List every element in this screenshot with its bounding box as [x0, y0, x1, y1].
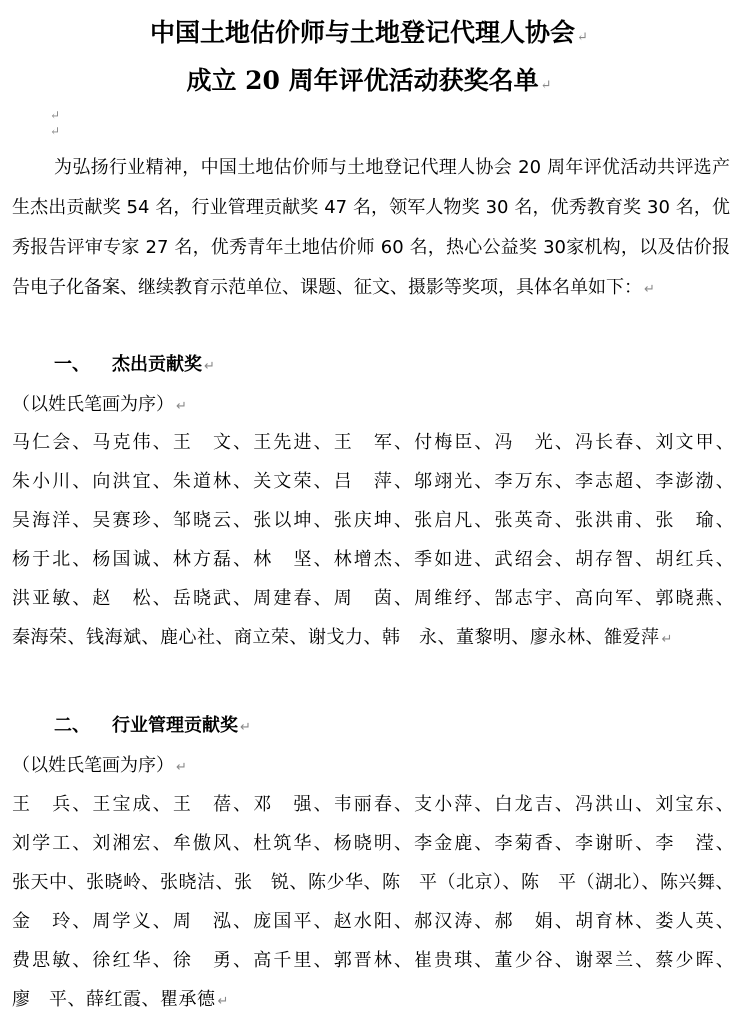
- name-separator: 、: [313, 471, 334, 492]
- name-separator: 、: [715, 510, 735, 531]
- name-separator: 、: [289, 872, 308, 893]
- awardee-name: 高千里: [253, 950, 314, 971]
- name-separator: 、: [152, 833, 173, 854]
- section-note: （以姓氏笔画为序） ↵: [12, 394, 187, 415]
- name-separator: 、: [554, 950, 575, 971]
- name-separator: 、: [67, 989, 86, 1010]
- name-separator: 、: [394, 432, 415, 453]
- name-separator: 、: [635, 510, 656, 531]
- name-separator: 、: [72, 794, 93, 815]
- awardee-name: 马仁会: [12, 432, 73, 453]
- awardee-name: 付梅臣: [414, 432, 475, 453]
- awardee-name: 雒爱萍: [604, 627, 660, 648]
- awardee-name: 陈 平（北京）: [382, 872, 503, 893]
- awardee-name: 张洪甫: [574, 510, 636, 531]
- awardee-name: 韩 永: [382, 627, 438, 648]
- awardee-name: 邬翊光: [414, 471, 475, 492]
- name-separator: 、: [635, 911, 656, 932]
- awardee-name: 郭晓燕: [655, 588, 716, 609]
- name-separator: 、: [233, 471, 254, 492]
- name-separator: 、: [72, 549, 93, 570]
- awardee-name: 王 军: [333, 432, 394, 453]
- name-separator: 、: [313, 950, 334, 971]
- awardee-name: 崔贵琪: [414, 950, 475, 971]
- name-separator: 、: [554, 432, 575, 453]
- awardee-name: 张天中: [12, 872, 68, 893]
- name-separator: 、: [72, 950, 93, 971]
- awardee-name: 李菊香: [494, 833, 555, 854]
- awardee-name: 刘湘宏: [92, 833, 153, 854]
- awardee-name: 洪亚敏: [12, 588, 73, 609]
- name-separator: 、: [554, 794, 575, 815]
- intro-paragraph: 为弘扬行业精神，中国土地估价师与土地登记代理人协会 20 周年评优活动共评选产生杰出贡献奖 54 名，行业管理贡献奖 47 名，领军人物奖 30 名，优秀教育奖 30 名，优秀报告评审专家 27 名，优秀青年土地估价师 60 名，热心公益奖 30家机构，以及估价报告电子化备案、继续教育示范单位、课题、征文、摄影等奖项，具体名单如下： ↵: [12, 157, 730, 298]
- paragraph-mark: ↵: [50, 108, 61, 122]
- awardee-name: 谢翠兰: [574, 950, 636, 971]
- name-separator: 、: [394, 794, 415, 815]
- name-separator: 、: [474, 794, 495, 815]
- awardee-name: 赵水阳: [333, 911, 394, 932]
- awardee-name: 马克伟: [92, 432, 153, 453]
- name-separator: 、: [152, 432, 173, 453]
- name-separator: 、: [585, 627, 604, 648]
- awardee-name: 胡存智: [574, 549, 636, 570]
- name-separator: 、: [715, 950, 735, 971]
- name-separator: 、: [141, 989, 160, 1010]
- name-separator: 、: [554, 833, 575, 854]
- name-separator: 、: [233, 510, 254, 531]
- awardee-name: 刘文甲: [655, 432, 716, 453]
- awardee-name: 张庆坤: [333, 510, 394, 531]
- awardee-name: 张晓岭: [86, 872, 142, 893]
- name-separator: 、: [474, 549, 495, 570]
- awardee-name: 周 茵: [333, 588, 394, 609]
- name-separator: 、: [72, 471, 93, 492]
- name-separator: 、: [474, 833, 495, 854]
- awardee-name: 林增杰: [333, 549, 394, 570]
- awardee-name: 陈少华: [308, 872, 364, 893]
- name-separator: 、: [72, 432, 93, 453]
- paragraph-mark: ↵: [50, 124, 61, 138]
- awardee-name: 钱海斌: [86, 627, 142, 648]
- name-list-industry-management: [12, 785, 734, 1021]
- awardee-name: 向洪宜: [92, 471, 153, 492]
- awardee-name: 胡红兵: [655, 549, 716, 570]
- awardee-name: 白龙吉: [494, 794, 555, 815]
- name-separator: 、: [715, 872, 734, 893]
- name-separator: 、: [152, 794, 173, 815]
- name-separator: 、: [474, 911, 495, 932]
- awardee-name: 李万东: [494, 471, 555, 492]
- awardee-name: 朱道林: [172, 471, 234, 492]
- awardee-name: 冯洪山: [574, 794, 636, 815]
- awardee-name: 徐红华: [92, 950, 153, 971]
- awardee-name: 支小萍: [414, 794, 475, 815]
- name-separator: 、: [715, 833, 735, 854]
- awardee-name: 刘学工: [12, 833, 73, 854]
- awardee-name: 周建春: [253, 588, 314, 609]
- awardee-name: 李澎渤: [655, 471, 716, 492]
- name-separator: 、: [363, 627, 382, 648]
- awardee-name: 李金鹿: [414, 833, 475, 854]
- name-separator: 、: [635, 794, 656, 815]
- title-line-2: 成立 20 周年评优活动获奖名单 ↵: [186, 66, 552, 95]
- awardee-name: 杨于北: [12, 549, 73, 570]
- name-separator: 、: [72, 510, 93, 531]
- name-separator: 、: [233, 588, 254, 609]
- name-separator: 、: [233, 950, 254, 971]
- awardee-name: 吴赛珍: [92, 510, 153, 531]
- awardee-name: 郝 娟: [494, 911, 555, 932]
- name-separator: 、: [233, 833, 254, 854]
- name-separator: 、: [363, 872, 382, 893]
- awardee-name: 杜筑华: [253, 833, 314, 854]
- awardee-name: 王 兵: [12, 794, 73, 815]
- name-separator: 、: [394, 588, 415, 609]
- awardee-name: 秦海荣: [12, 627, 68, 648]
- awardee-name: 费思敏: [12, 950, 73, 971]
- awardee-name: 陈 平（湖北）: [521, 872, 642, 893]
- name-separator: 、: [635, 471, 656, 492]
- awardee-name: 郜志宇: [494, 588, 555, 609]
- name-separator: 、: [394, 833, 415, 854]
- name-separator: 、: [715, 911, 735, 932]
- name-separator: 、: [72, 588, 93, 609]
- awardee-name: 林方磊: [172, 549, 234, 570]
- name-separator: 、: [715, 588, 735, 609]
- awardee-name: 季如进: [414, 549, 475, 570]
- name-separator: 、: [233, 432, 254, 453]
- name-separator: 、: [152, 471, 173, 492]
- awardee-name: 郭晋林: [333, 950, 394, 971]
- name-separator: 、: [715, 794, 735, 815]
- awardee-name: 杨晓明: [333, 833, 394, 854]
- awardee-name: 庞国平: [253, 911, 314, 932]
- awardee-name: 商立荣: [234, 627, 290, 648]
- awardee-name: 周 泓: [172, 911, 234, 932]
- name-separator: 、: [635, 950, 656, 971]
- name-separator: 、: [141, 627, 160, 648]
- awardee-name: 王 文: [172, 432, 234, 453]
- name-separator: 、: [313, 833, 334, 854]
- name-separator: 、: [511, 627, 530, 648]
- title-line-1: 中国土地估价师与土地登记代理人协会 ↵: [150, 18, 588, 47]
- awardee-name: 廖永林: [530, 627, 586, 648]
- name-separator: 、: [474, 432, 495, 453]
- name-separator: 、: [474, 950, 495, 971]
- name-separator: 、: [641, 872, 660, 893]
- awardee-name: 薛红霞: [86, 989, 142, 1010]
- name-separator: 、: [72, 911, 93, 932]
- name-separator: 、: [394, 471, 415, 492]
- awardee-name: 王先进: [253, 432, 314, 453]
- name-separator: 、: [215, 872, 234, 893]
- name-separator: 、: [554, 588, 575, 609]
- name-separator: 、: [394, 950, 415, 971]
- name-separator: 、: [313, 794, 334, 815]
- name-separator: 、: [394, 510, 415, 531]
- name-separator: 、: [554, 510, 575, 531]
- awardee-name: 高向军: [574, 588, 636, 609]
- name-separator: 、: [152, 588, 173, 609]
- awardee-name: 杨国诚: [92, 549, 153, 570]
- awardee-name: 张启凡: [414, 510, 475, 531]
- awardee-name: 牟傲风: [172, 833, 234, 854]
- awardee-name: 蔡少晖: [655, 950, 716, 971]
- paragraph-mark: ↵: [661, 632, 673, 647]
- name-separator: 、: [72, 833, 93, 854]
- awardee-name: 张 瑜: [655, 510, 716, 531]
- name-separator: 、: [502, 872, 521, 893]
- name-list-outstanding-contribution: [12, 423, 734, 659]
- name-separator: 、: [215, 627, 234, 648]
- awardee-name: 李 滢: [655, 833, 716, 854]
- name-separator: 、: [313, 911, 334, 932]
- name-separator: 、: [635, 549, 656, 570]
- name-separator: 、: [715, 471, 735, 492]
- awardee-name: 关文荣: [253, 471, 314, 492]
- awardee-name: 邹晓云: [172, 510, 234, 531]
- awardee-name: 谢戈力: [308, 627, 364, 648]
- name-separator: 、: [152, 911, 173, 932]
- awardee-name: 胡育林: [574, 911, 636, 932]
- name-separator: 、: [313, 588, 334, 609]
- awardee-name: 武绍会: [494, 549, 555, 570]
- awardee-name: 韦丽春: [333, 794, 394, 815]
- awardee-name: 冯 光: [494, 432, 555, 453]
- name-separator: 、: [394, 911, 415, 932]
- awardee-name: 郝汉涛: [414, 911, 475, 932]
- name-separator: 、: [437, 627, 456, 648]
- name-separator: 、: [141, 872, 160, 893]
- awardee-name: 邓 强: [253, 794, 314, 815]
- name-separator: 、: [715, 432, 735, 453]
- name-separator: 、: [152, 510, 173, 531]
- name-separator: 、: [152, 950, 173, 971]
- name-separator: 、: [313, 549, 334, 570]
- name-separator: 、: [474, 588, 495, 609]
- awardee-name: 周学义: [92, 911, 153, 932]
- awardee-name: 王 蓓: [172, 794, 234, 815]
- name-separator: 、: [635, 588, 656, 609]
- awardee-name: 董少谷: [494, 950, 555, 971]
- name-separator: 、: [474, 510, 495, 531]
- name-separator: 、: [67, 872, 86, 893]
- name-separator: 、: [313, 510, 334, 531]
- awardee-name: 周维纾: [414, 588, 475, 609]
- name-separator: 、: [554, 549, 575, 570]
- section-heading-outstanding-contribution: 一、 杰出贡献奖 ↵: [54, 354, 215, 375]
- name-separator: 、: [474, 471, 495, 492]
- awardee-name: 廖 平: [12, 989, 68, 1010]
- name-separator: 、: [233, 549, 254, 570]
- awardee-name: 岳晓武: [172, 588, 234, 609]
- awardee-name: 吕 萍: [333, 471, 394, 492]
- awardee-name: 鹿心社: [160, 627, 216, 648]
- name-separator: 、: [635, 833, 656, 854]
- section-heading-industry-management: 二、 行业管理贡献奖 ↵: [54, 715, 251, 736]
- name-separator: 、: [554, 471, 575, 492]
- awardee-name: 张以坤: [253, 510, 314, 531]
- awardee-name: 张英奇: [494, 510, 555, 531]
- name-separator: 、: [152, 549, 173, 570]
- awardee-name: 瞿承德: [160, 989, 216, 1010]
- awardee-name: 朱小川: [12, 471, 73, 492]
- awardee-name: 林 坚: [253, 549, 314, 570]
- awardee-name: 王宝成: [92, 794, 153, 815]
- awardee-name: 李志超: [574, 471, 636, 492]
- awardee-name: 赵 松: [92, 588, 153, 609]
- name-separator: 、: [394, 549, 415, 570]
- name-separator: 、: [313, 432, 334, 453]
- name-separator: 、: [67, 627, 86, 648]
- awardee-name: 娄人英: [655, 911, 716, 932]
- awardee-name: 张晓洁: [160, 872, 216, 893]
- name-separator: 、: [233, 911, 254, 932]
- awardee-name: 李谢昕: [574, 833, 636, 854]
- awardee-name: 张 锐: [234, 872, 290, 893]
- awardee-name: 金 玲: [12, 911, 73, 932]
- name-separator: 、: [715, 549, 735, 570]
- name-separator: 、: [554, 911, 575, 932]
- awardee-name: 冯长春: [574, 432, 636, 453]
- awardee-name: 刘宝东: [655, 794, 716, 815]
- awardee-name: 徐 勇: [172, 950, 234, 971]
- name-separator: 、: [233, 794, 254, 815]
- awardee-name: 陈兴舞: [660, 872, 716, 893]
- paragraph-mark: ↵: [217, 994, 229, 1009]
- name-separator: 、: [635, 432, 656, 453]
- awardee-name: 董黎明: [456, 627, 512, 648]
- section-note: （以姓氏笔画为序） ↵: [12, 755, 187, 776]
- name-separator: 、: [289, 627, 308, 648]
- awardee-name: 吴海洋: [12, 510, 73, 531]
